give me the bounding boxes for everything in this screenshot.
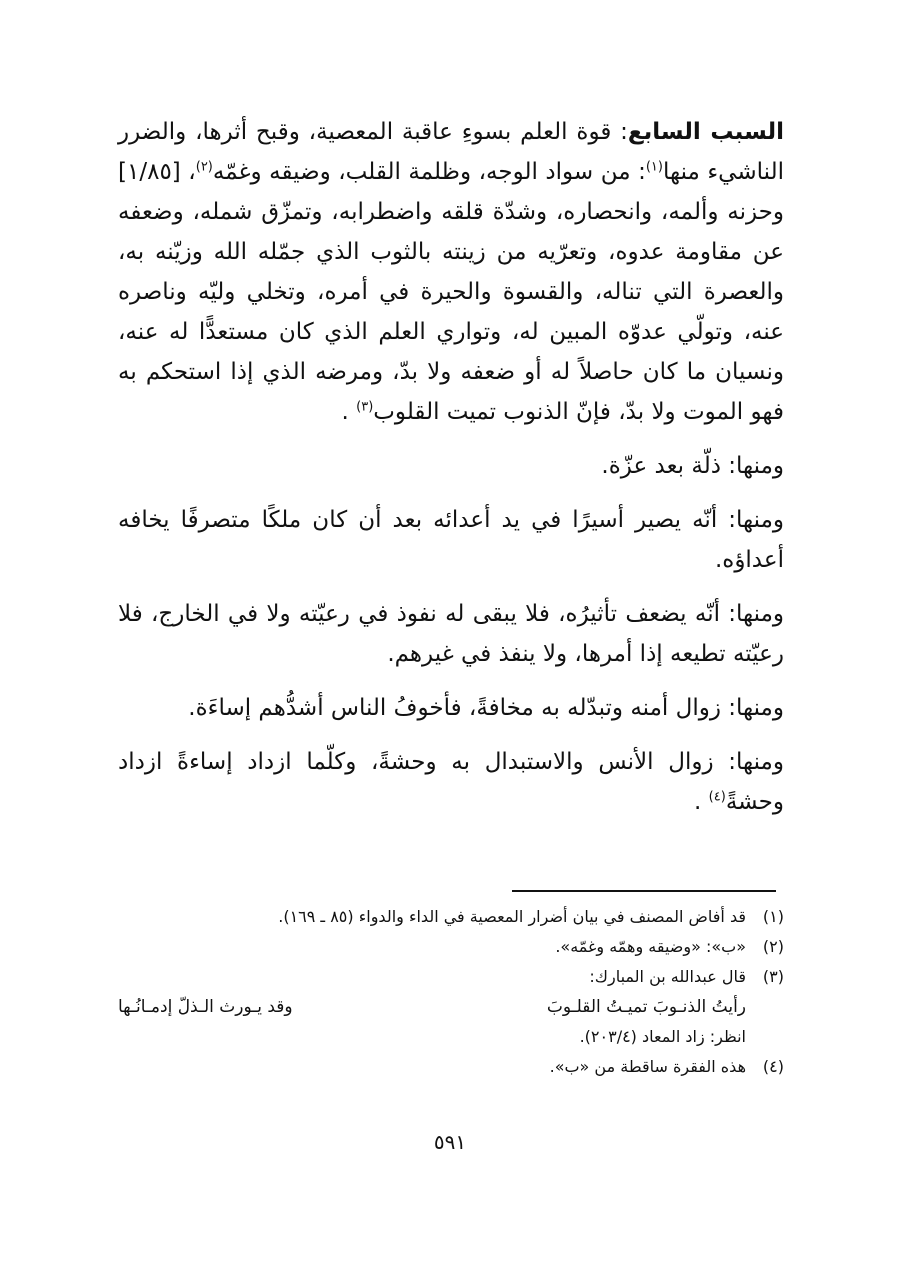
paragraph-influence: ومنها: أنّه يضعف تأثيرُه، فلا يبقى له نفوذ في رعيّته ولا في الخارج، فلا رعيّته تطيعه إذا أمرها، ولا ينفذ في غيرهم.	[118, 601, 784, 667]
footnote-ref-2[interactable]: (٢)	[195, 159, 213, 175]
footnote-text: قد أفاض المصنف في بيان أضرار المعصية في الداء والدواء (٨٥ ـ ١٦٩).	[278, 907, 746, 926]
footnote-number: (٣)	[762, 967, 784, 986]
verse-first-hemistich: رأيتُ الذنـوبَ تميـتُ القلـوبَ	[546, 997, 746, 1017]
footnote-text: «ب»: «وضيقه وهمّه وغمّه».	[555, 937, 746, 956]
paragraph-text: ، [١/٨٥] وحزنه وألمه، وانحصاره، وشدّة قلقه واضطرابه، وتمزّق شمله، وضعفه عن مقاومة عدوه، وتعرّيه من زينته بالثوب الذي جمّله الله وزيّنه به، والعصرة التي تناله، والقسوة والحيرة في أمره، وتخلي وليّه وناصره عنه، وتولّي عدوّه المبين له، وتواري العلم الذي كان مستعدًّا له عنه، ونسيان ما كان حاصلاً له أو ضعفه ولا بدّ، ومرضه الذي إذا استحكم به فهو الموت ولا بدّ، فإنّ الذنوب تميت القلوب	[118, 159, 784, 425]
footnote-3	[118, 962, 784, 992]
paragraph-seventh-reason	[118, 112, 784, 432]
paragraph-loneliness	[118, 742, 784, 822]
footnote-text: قال عبدالله بن المبارك:	[589, 967, 746, 986]
footnote-separator	[512, 890, 776, 892]
footnote-1	[118, 902, 784, 932]
paragraph-text: : من سواد الوجه، وظلمة القلب، وضيقه وغمّه	[212, 159, 646, 185]
page-number: ٥٩١	[433, 1130, 467, 1154]
paragraph-text: : قوة العلم بسوءِ عاقبة المعصية، وقبح أثرها، والضرر الناشيء منها	[118, 119, 784, 185]
footnote-ref-4[interactable]: (٤)	[708, 789, 726, 805]
footnote-ref-3[interactable]: (٣)	[356, 399, 374, 415]
footnotes	[118, 902, 784, 1082]
footnote-3-source: انظر: زاد المعاد (٢٠٣/٤).	[579, 1027, 746, 1046]
paragraph-humiliation: ومنها: ذلّة بعد عزّة.	[601, 453, 784, 479]
footnote-text: هذه الفقرة ساقطة من «ب».	[549, 1057, 746, 1076]
footnote-ref-1[interactable]: (١)	[645, 159, 663, 175]
main-text	[118, 112, 784, 836]
footnote-2	[118, 932, 784, 962]
section-heading: السبب السابع	[627, 119, 784, 145]
paragraph-text: ومنها: زوال الأنس والاستبدال به وحشةً، وكلّما ازداد إساءةً ازداد وحشةً	[118, 749, 784, 815]
paragraph-captive: ومنها: أنّه يصير أسيرًا في يد أعدائه بعد أن كان ملكًا متصرفًا يخافه أعداؤه.	[118, 507, 784, 573]
paragraph-security: ومنها: زوال أمنه وتبدّله به مخافةً، فأخوفُ الناس أشدُّهم إساءَة.	[188, 695, 784, 721]
footnote-number: (٢)	[762, 937, 784, 956]
paragraph-text: .	[341, 399, 357, 425]
paragraph-text: .	[694, 789, 709, 815]
poetry-verse	[118, 992, 784, 1022]
footnote-number: (١)	[762, 907, 784, 926]
footnote-number: (٤)	[762, 1057, 784, 1076]
verse-second-hemistich: وقد يـورث الـذلّ إدمـانُـها	[118, 997, 293, 1017]
footnote-4	[118, 1052, 784, 1082]
